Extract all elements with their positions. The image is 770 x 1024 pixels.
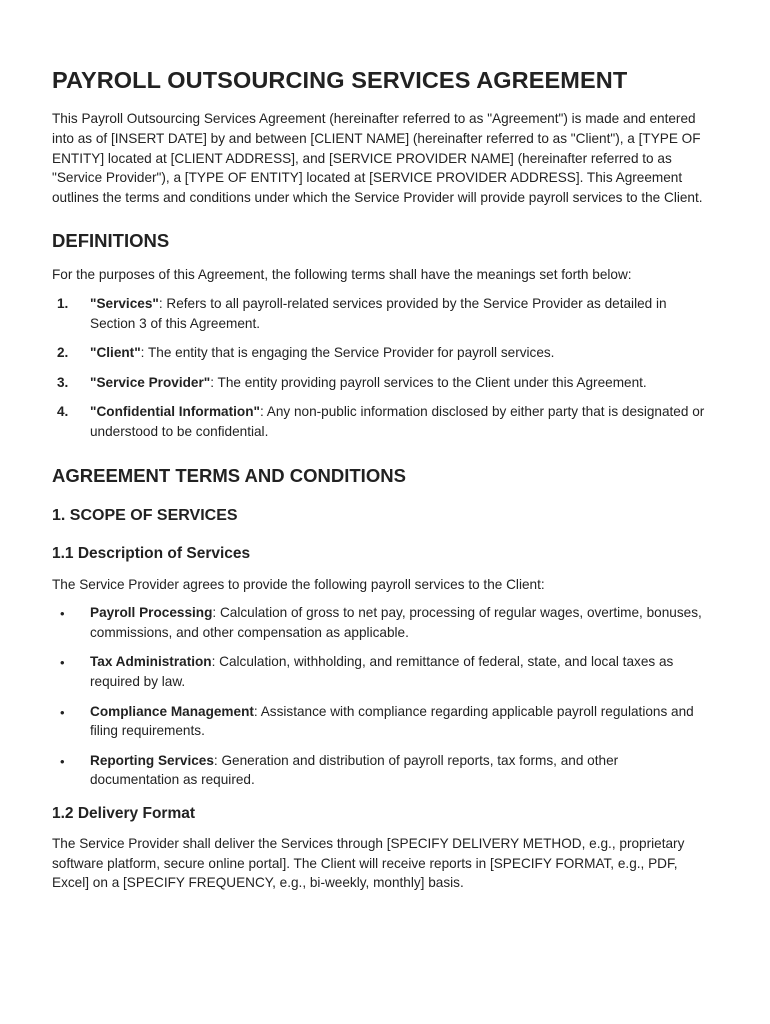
definitions-lead: For the purposes of this Agreement, the following terms shall have the meanings set forth below: xyxy=(52,267,632,283)
service-text: : Assistance with compliance regarding applicable payroll regulations and filing requirements. xyxy=(90,703,694,739)
definition-item xyxy=(52,373,710,393)
services-list-wrapper xyxy=(52,603,710,790)
document-title: PAYROLL OUTSOURCING SERVICES AGREEMENT xyxy=(52,67,628,93)
service-term: Reporting Services xyxy=(90,752,214,768)
definition-item xyxy=(52,343,710,363)
definition-number: 4. xyxy=(57,404,69,420)
definition-item xyxy=(52,294,710,333)
definitions-section xyxy=(52,229,710,441)
definition-text: : The entity providing payroll services to the Client under this Agreement. xyxy=(210,374,647,390)
definitions-heading: DEFINITIONS xyxy=(52,230,170,252)
service-term: Payroll Processing xyxy=(90,605,213,621)
service-item xyxy=(52,603,710,642)
service-term: Tax Administration xyxy=(90,654,212,670)
bullet-icon: • xyxy=(60,704,65,720)
service-item xyxy=(52,652,710,691)
definition-text: : Refers to all payroll-related services provided by the Service Provider as detailed in Section 3 of this Agreement. xyxy=(90,295,667,331)
definitions-list xyxy=(52,294,710,442)
agreement-terms-section xyxy=(52,464,710,893)
service-text: : Calculation, withholding, and remittance of federal, state, and local taxes as required by law. xyxy=(90,654,674,689)
scope-of-services-heading: 1. SCOPE OF SERVICES xyxy=(52,506,238,524)
definition-text: : The entity that is engaging the Service Provider for payroll services. xyxy=(140,345,555,361)
intro-paragraph: This Payroll Outsourcing Services Agreement (hereinafter referred to as "Agreement") is made and entered into as of [INSERT DATE] by and between [CLIENT NAME] (hereinafter referred to as "Client"), a [TYPE OF ENTITY] located at [CLIENT ADDRESS], and [SERVICE PROVIDER NAME] (hereinafter referred to as "Service Provider"), a [TYPE OF ENTITY] located at [SERVICE PROVIDER ADDRESS]. This Agreement outlines the terms and conditions under which the Service Provider will provide payroll services to the Client. xyxy=(52,111,703,205)
definition-number: 2. xyxy=(57,345,69,361)
service-item xyxy=(52,702,710,741)
definition-item xyxy=(52,402,710,441)
definition-term: "Services" xyxy=(90,295,159,311)
description-lead: The Service Provider agrees to provide the following payroll services to the Client: xyxy=(52,576,545,592)
agreement-terms-heading: AGREEMENT TERMS AND CONDITIONS xyxy=(52,464,406,486)
services-list xyxy=(52,603,710,790)
definition-term: "Client" xyxy=(90,345,141,361)
definition-text: : Any non-public information disclosed by either party that is designated or understood to be confidential. xyxy=(90,404,705,439)
definition-number: 3. xyxy=(57,374,69,390)
bullet-icon: • xyxy=(60,606,65,622)
service-term: Compliance Management xyxy=(90,703,254,719)
bullet-icon: • xyxy=(60,753,65,769)
definition-number: 1. xyxy=(57,295,69,311)
definition-term: "Confidential Information" xyxy=(90,404,260,420)
description-of-services-heading: 1.1 Description of Services xyxy=(52,545,251,563)
delivery-format-paragraph: The Service Provider shall deliver the Services through [SPECIFY DELIVERY METHOD, e.g., proprietary software platform, secure online portal]. The Client will receive reports in [SPECIFY FORMAT, e.g., PDF, Excel] on a [SPECIFY FREQUENCY, e.g., bi-weekly, monthly] basis. xyxy=(52,836,685,891)
bullet-icon: • xyxy=(60,655,65,671)
delivery-format-heading: 1.2 Delivery Format xyxy=(52,804,196,822)
service-item xyxy=(52,751,710,790)
definition-term: "Service Provider" xyxy=(90,374,211,390)
service-text: : Calculation of gross to net pay, processing of regular wages, overtime, bonuses, commissions, and other compensation as applicable. xyxy=(90,605,702,640)
service-text: : Generation and distribution of payroll reports, tax forms, and other documentation as required. xyxy=(90,752,619,788)
